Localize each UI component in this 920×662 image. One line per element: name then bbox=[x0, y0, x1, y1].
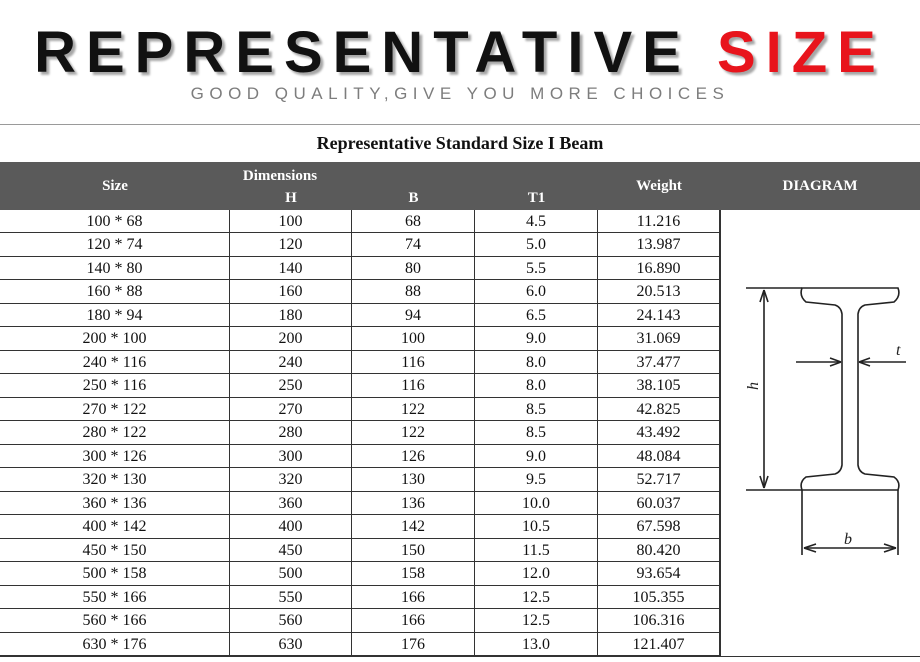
cell-h: 550 bbox=[230, 586, 352, 609]
header-diagram: DIAGRAM bbox=[782, 178, 858, 194]
table-row bbox=[0, 257, 720, 280]
cell-weight: 16.890 bbox=[598, 257, 720, 280]
cell-weight: 60.037 bbox=[598, 492, 720, 515]
table-row bbox=[0, 280, 720, 303]
cell-weight: 37.477 bbox=[598, 351, 720, 374]
cell-b: 158 bbox=[352, 562, 475, 585]
cell-h: 250 bbox=[230, 374, 352, 397]
cell-weight: 93.654 bbox=[598, 562, 720, 585]
cell-t1: 9.0 bbox=[475, 327, 598, 350]
header-h: H bbox=[285, 190, 297, 206]
cell-t1: 4.5 bbox=[475, 210, 598, 233]
table-row bbox=[0, 492, 720, 515]
cell-size: 240 * 116 bbox=[0, 351, 230, 374]
cell-b: 88 bbox=[352, 280, 475, 303]
table-row bbox=[0, 586, 720, 609]
cell-h: 240 bbox=[230, 351, 352, 374]
cell-t1: 12.0 bbox=[475, 562, 598, 585]
table-row bbox=[0, 633, 720, 656]
cell-b: 80 bbox=[352, 257, 475, 280]
cell-size: 250 * 116 bbox=[0, 374, 230, 397]
cell-b: 176 bbox=[352, 633, 475, 656]
cell-h: 160 bbox=[230, 280, 352, 303]
cell-h: 560 bbox=[230, 609, 352, 632]
table-header bbox=[0, 162, 920, 210]
cell-h: 200 bbox=[230, 327, 352, 350]
label-h: h bbox=[745, 382, 762, 390]
cell-size: 270 * 122 bbox=[0, 398, 230, 421]
page-title bbox=[0, 22, 920, 84]
cell-b: 94 bbox=[352, 304, 475, 327]
table-row bbox=[0, 421, 720, 444]
cell-h: 450 bbox=[230, 539, 352, 562]
table-row bbox=[0, 515, 720, 538]
cell-weight: 106.316 bbox=[598, 609, 720, 632]
cell-t1: 10.5 bbox=[475, 515, 598, 538]
cell-size: 300 * 126 bbox=[0, 445, 230, 468]
cell-h: 500 bbox=[230, 562, 352, 585]
cell-weight: 31.069 bbox=[598, 327, 720, 350]
header-t1: T1 bbox=[527, 190, 546, 206]
cell-t1: 8.5 bbox=[475, 421, 598, 444]
cell-b: 122 bbox=[352, 421, 475, 444]
cell-weight: 48.084 bbox=[598, 445, 720, 468]
cell-t1: 8.5 bbox=[475, 398, 598, 421]
cell-weight: 24.143 bbox=[598, 304, 720, 327]
i-beam-drawing bbox=[720, 210, 920, 656]
title-accent: SIZE bbox=[716, 20, 886, 85]
header-b: B bbox=[408, 190, 419, 206]
cell-weight: 13.987 bbox=[598, 233, 720, 256]
cell-size: 200 * 100 bbox=[0, 327, 230, 350]
table-row bbox=[0, 374, 720, 397]
table-row bbox=[0, 233, 720, 256]
cell-t1: 9.5 bbox=[475, 468, 598, 491]
header-size: Size bbox=[102, 178, 128, 194]
cell-b: 136 bbox=[352, 492, 475, 515]
table-row bbox=[0, 398, 720, 421]
cell-size: 400 * 142 bbox=[0, 515, 230, 538]
cell-size: 160 * 88 bbox=[0, 280, 230, 303]
cell-t1: 8.0 bbox=[475, 374, 598, 397]
cell-weight: 38.105 bbox=[598, 374, 720, 397]
header-dimensions: Dimensions bbox=[242, 168, 318, 184]
cell-size: 100 * 68 bbox=[0, 210, 230, 233]
cell-b: 166 bbox=[352, 586, 475, 609]
cell-b: 122 bbox=[352, 398, 475, 421]
cell-size: 500 * 158 bbox=[0, 562, 230, 585]
cell-size: 550 * 166 bbox=[0, 586, 230, 609]
label-t: t bbox=[896, 342, 901, 359]
cell-t1: 13.0 bbox=[475, 633, 598, 656]
cell-h: 140 bbox=[230, 257, 352, 280]
cell-t1: 9.0 bbox=[475, 445, 598, 468]
cell-size: 630 * 176 bbox=[0, 633, 230, 656]
cell-weight: 52.717 bbox=[598, 468, 720, 491]
cell-size: 360 * 136 bbox=[0, 492, 230, 515]
cell-size: 120 * 74 bbox=[0, 233, 230, 256]
table-row bbox=[0, 327, 720, 350]
cell-t1: 6.5 bbox=[475, 304, 598, 327]
cell-weight: 11.216 bbox=[598, 210, 720, 233]
cell-size: 560 * 166 bbox=[0, 609, 230, 632]
cell-t1: 5.5 bbox=[475, 257, 598, 280]
cell-weight: 43.492 bbox=[598, 421, 720, 444]
cell-t1: 12.5 bbox=[475, 609, 598, 632]
cell-b: 74 bbox=[352, 233, 475, 256]
cell-b: 126 bbox=[352, 445, 475, 468]
cell-h: 320 bbox=[230, 468, 352, 491]
header-weight: Weight bbox=[636, 178, 682, 194]
cell-h: 360 bbox=[230, 492, 352, 515]
cell-b: 100 bbox=[352, 327, 475, 350]
cell-weight: 80.420 bbox=[598, 539, 720, 562]
cell-t1: 6.0 bbox=[475, 280, 598, 303]
label-b: b bbox=[844, 531, 852, 548]
table-row bbox=[0, 304, 720, 327]
i-beam-diagram bbox=[720, 210, 920, 656]
table-row bbox=[0, 445, 720, 468]
cell-b: 150 bbox=[352, 539, 475, 562]
cell-size: 280 * 122 bbox=[0, 421, 230, 444]
cell-t1: 12.5 bbox=[475, 586, 598, 609]
divider bbox=[0, 124, 920, 125]
cell-h: 630 bbox=[230, 633, 352, 656]
cell-size: 320 * 130 bbox=[0, 468, 230, 491]
cell-weight: 105.355 bbox=[598, 586, 720, 609]
cell-weight: 20.513 bbox=[598, 280, 720, 303]
page-subtitle: GOOD QUALITY,GIVE YOU MORE CHOICES bbox=[190, 84, 730, 103]
cell-t1: 11.5 bbox=[475, 539, 598, 562]
cell-t1: 8.0 bbox=[475, 351, 598, 374]
cell-h: 400 bbox=[230, 515, 352, 538]
cell-h: 100 bbox=[230, 210, 352, 233]
cell-size: 140 * 80 bbox=[0, 257, 230, 280]
cell-weight: 42.825 bbox=[598, 398, 720, 421]
cell-h: 280 bbox=[230, 421, 352, 444]
table-row bbox=[0, 539, 720, 562]
cell-h: 180 bbox=[230, 304, 352, 327]
hero-banner bbox=[0, 0, 920, 125]
cell-t1: 10.0 bbox=[475, 492, 598, 515]
cell-b: 68 bbox=[352, 210, 475, 233]
cell-size: 450 * 150 bbox=[0, 539, 230, 562]
cell-size: 180 * 94 bbox=[0, 304, 230, 327]
table-bottom-rule bbox=[0, 656, 920, 657]
cell-weight: 121.407 bbox=[598, 633, 720, 656]
cell-b: 130 bbox=[352, 468, 475, 491]
table-title: Representative Standard Size I Beam bbox=[316, 133, 604, 153]
cell-h: 120 bbox=[230, 233, 352, 256]
cell-b: 166 bbox=[352, 609, 475, 632]
table-row bbox=[0, 609, 720, 632]
table-row bbox=[0, 351, 720, 374]
cell-t1: 5.0 bbox=[475, 233, 598, 256]
table-row bbox=[0, 210, 720, 233]
table-row bbox=[0, 562, 720, 585]
cell-h: 300 bbox=[230, 445, 352, 468]
table-row bbox=[0, 468, 720, 491]
cell-h: 270 bbox=[230, 398, 352, 421]
title-main: REPRESENTATIVE bbox=[34, 20, 691, 85]
cell-b: 116 bbox=[352, 351, 475, 374]
cell-b: 116 bbox=[352, 374, 475, 397]
cell-b: 142 bbox=[352, 515, 475, 538]
cell-weight: 67.598 bbox=[598, 515, 720, 538]
